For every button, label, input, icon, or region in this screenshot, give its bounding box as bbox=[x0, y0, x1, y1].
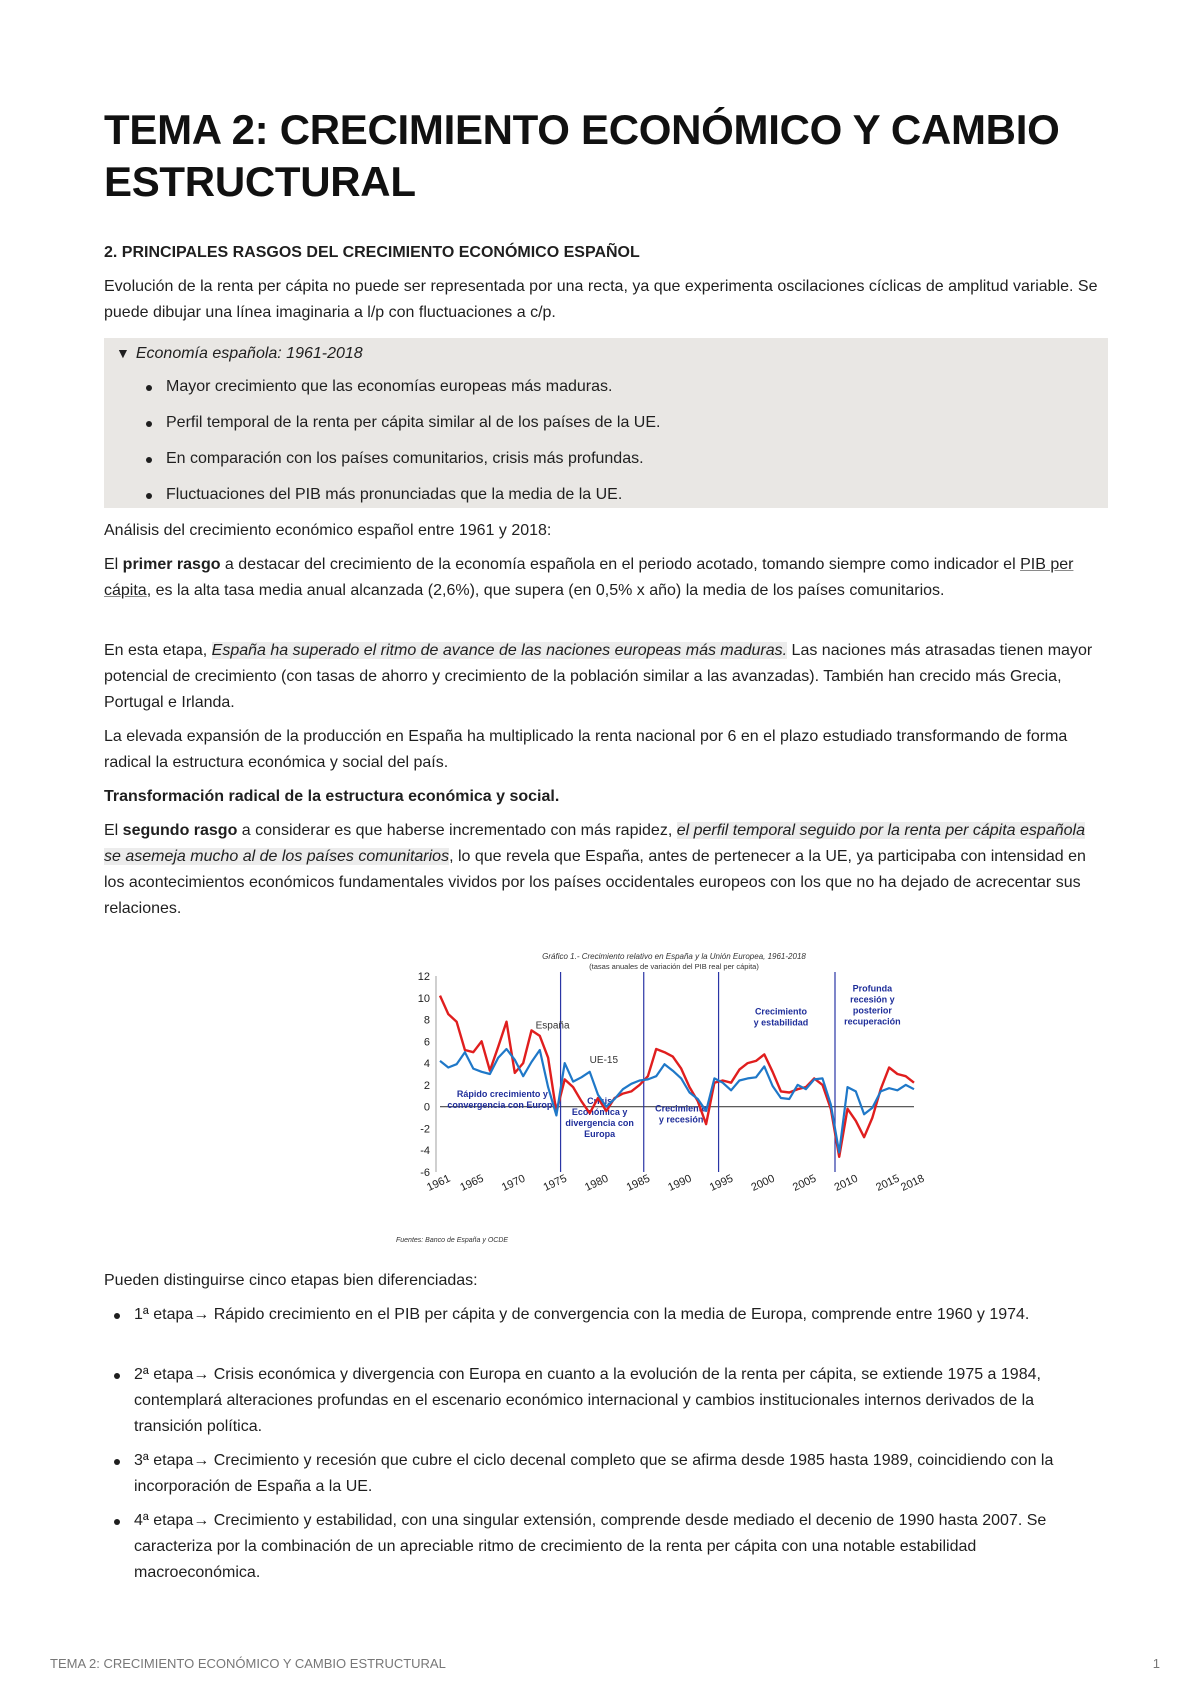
section-heading: 2. PRINCIPALES RASGOS DEL CRECIMIENTO ECONÓMICO ESPAÑOL bbox=[104, 244, 640, 261]
paragraph-primer-rasgo: El primer rasgo a destacar del crecimiento de la economía española en el periodo acotado, tomando siempre como indicador el PIB per cápita, es la alta tasa media anual alcanzada (2,6%), que supera (en 0,5% x año) la media de los países comunitarios. bbox=[104, 556, 1074, 599]
intro-paragraph: Evolución de la renta per cápita no puede ser representada por una recta, ya que experimenta oscilaciones cíclicas de amplitud variable. Se puede dibujar una línea imaginaria a l/p con fluctuaciones a c/p. bbox=[104, 278, 1098, 321]
y-tick-label: -6 bbox=[420, 1167, 430, 1179]
list-item: Mayor crecimiento que las economías europeas más maduras. bbox=[166, 374, 1066, 400]
phase-label: Crisis bbox=[587, 1095, 613, 1106]
pib-per-capita-link[interactable]: PIB per cápita bbox=[104, 556, 1074, 599]
triangle-down-icon[interactable]: ▼ bbox=[116, 345, 130, 361]
list-item: 3ª etapa→ Crecimiento y recesión que cubre el ciclo decenal completo que se afirma desde 1985 hasta 1989, coincidiendo con la incorporación de España a la UE. bbox=[134, 1448, 1104, 1500]
toggle-header[interactable] bbox=[116, 340, 363, 367]
y-tick-label: 2 bbox=[423, 1079, 430, 1092]
phase-label: Profunda bbox=[852, 983, 893, 994]
x-tick-label: 1980 bbox=[583, 1172, 611, 1194]
y-tick-label: 8 bbox=[423, 1014, 430, 1027]
y-tick-label: 4 bbox=[423, 1058, 430, 1071]
phase-label: Económica y bbox=[571, 1106, 628, 1117]
phase-label: y recesión bbox=[658, 1114, 704, 1125]
paragraph-expansion: La elevada expansión de la producción en España ha multiplicado la renta nacional por 6 en el plazo estudiado transformando de forma radical la estructura económica y social del país. bbox=[104, 728, 1068, 771]
phase-label: posterior bbox=[852, 1005, 892, 1016]
x-tick-label: 2005 bbox=[790, 1172, 819, 1194]
series-label-ue15: UE-15 bbox=[589, 1055, 619, 1067]
phase-label: recuperación bbox=[844, 1016, 901, 1027]
highlight-text: España ha superado el ritmo de avance de las naciones europeas más maduras. bbox=[211, 642, 788, 659]
list-item: Perfil temporal de la renta per cápita similar al de los países de la UE. bbox=[166, 410, 1066, 436]
y-tick-label: 12 bbox=[417, 971, 430, 983]
x-tick-label: 2010 bbox=[832, 1172, 860, 1194]
phase-label: Crecimiento bbox=[655, 1103, 708, 1114]
list-item: 1ª etapa→ Rápido crecimiento en el PIB per cápita y de convergencia con la media de Europa, comprende entre 1960 y 1974. bbox=[134, 1302, 1104, 1328]
phase-label: y estabilidad bbox=[753, 1017, 809, 1028]
chart-source: Fuentes: Banco de España y OCDE bbox=[396, 1237, 509, 1244]
x-tick-label: 1961 bbox=[425, 1172, 453, 1194]
x-tick-label: 2000 bbox=[749, 1172, 777, 1194]
y-tick-label: 0 bbox=[423, 1101, 430, 1114]
toggle-label: Economía española: 1961-2018 bbox=[135, 345, 363, 362]
toggle-block[interactable] bbox=[104, 338, 1108, 508]
phase-label: recesión y bbox=[850, 994, 895, 1005]
analysis-heading: Análisis del crecimiento económico español entre 1961 y 2018: bbox=[104, 522, 552, 539]
x-tick-label: 1970 bbox=[499, 1172, 528, 1194]
bold-segundo-rasgo: segundo rasgo bbox=[122, 822, 238, 839]
highlight-text: el perfil temporal seguido por la renta per cápita española se asemeja mucho al de los países comunitarios bbox=[104, 822, 1085, 865]
y-tick-label: -2 bbox=[420, 1123, 430, 1136]
x-tick-label: 1975 bbox=[541, 1172, 569, 1194]
phase-label: convergencia con Europa bbox=[447, 1100, 558, 1111]
bold-statement: Transformación radical de la estructura económica y social. bbox=[104, 788, 560, 805]
phase-label: Europa bbox=[584, 1128, 616, 1139]
growth-chart bbox=[384, 950, 1004, 1250]
x-tick-label: 2015 bbox=[874, 1172, 902, 1194]
page-number: 1 bbox=[1152, 1656, 1160, 1671]
x-tick-label: 1995 bbox=[707, 1172, 736, 1194]
list-item: 2ª etapa→ Crisis económica y divergencia con Europa en cuanto a la evolución de la renta per cápita, se extiende 1975 a 1984, contemplará alteraciones profundas en el escenario económico internacional y cambios institucionales internos derivados de la transición política. bbox=[134, 1362, 1104, 1440]
list-item: 4ª etapa→ Crecimiento y estabilidad, con una singular extensión, comprende desde mediado el decenio de 1990 hasta 2007. Se caracteriza por la combinación de un apreciable ritmo de crecimiento de la renta per cápita con una notable estabilidad macroeconómica. bbox=[134, 1508, 1104, 1586]
y-tick-label: 6 bbox=[423, 1036, 430, 1049]
y-tick-label: -4 bbox=[420, 1145, 430, 1158]
page-footer bbox=[50, 1656, 1160, 1671]
series-label-espana: España bbox=[535, 1020, 570, 1032]
x-tick-label: 1990 bbox=[666, 1172, 694, 1194]
x-tick-label: 1985 bbox=[624, 1172, 652, 1194]
y-tick-label: 10 bbox=[417, 992, 430, 1005]
stages-intro: Pueden distinguirse cinco etapas bien diferenciadas: bbox=[104, 1272, 478, 1289]
paragraph-etapa: En esta etapa, España ha superado el ritmo de avance de las naciones europeas más maduras. Las naciones más atrasadas tienen mayor potencial de crecimiento (con tasas de ahorro y crecimiento de la población similar a las avanzadas). También han crecido más Grecia, Portugal e Irlanda. bbox=[104, 642, 1093, 711]
footer-title: TEMA 2: CRECIMIENTO ECONÓMICO Y CAMBIO ESTRUCTURAL bbox=[50, 1656, 446, 1671]
series-line bbox=[440, 996, 914, 1157]
chart-subtitle: (tasas anuales de variación del PIB real per cápita) bbox=[589, 962, 759, 971]
x-tick-label: 2018 bbox=[899, 1172, 927, 1194]
chart-title: Gráfico 1.- Crecimiento relativo en España y la Unión Europea, 1961-2018 bbox=[542, 952, 806, 961]
x-tick-label: 1965 bbox=[458, 1172, 486, 1194]
list-item: En comparación con los países comunitarios, crisis más profundas. bbox=[166, 446, 1066, 472]
phase-label: divergencia con bbox=[565, 1117, 634, 1128]
paragraph-segundo-rasgo: El segundo rasgo a considerar es que haberse incrementado con más rapidez, el perfil temporal seguido por la renta per cápita española se asemeja mucho al de los países comunitarios, lo que revela que España, antes de pertenecer a la UE, ya participaba con intensidad en los acontecimientos económicos fundamentales vividos por los países occidentales europeos con los que no ha dejado de acrecentar sus relaciones. bbox=[104, 822, 1086, 917]
list-item: Fluctuaciones del PIB más pronunciadas que la media de la UE. bbox=[166, 482, 1066, 508]
page-title: TEMA 2: CRECIMIENTO ECONÓMICO Y CAMBIO ESTRUCTURAL bbox=[104, 106, 1060, 205]
phase-label: Crecimiento bbox=[754, 1006, 807, 1017]
bold-primer-rasgo: primer rasgo bbox=[122, 556, 221, 573]
phase-label: Rápido crecimiento y bbox=[456, 1089, 548, 1100]
